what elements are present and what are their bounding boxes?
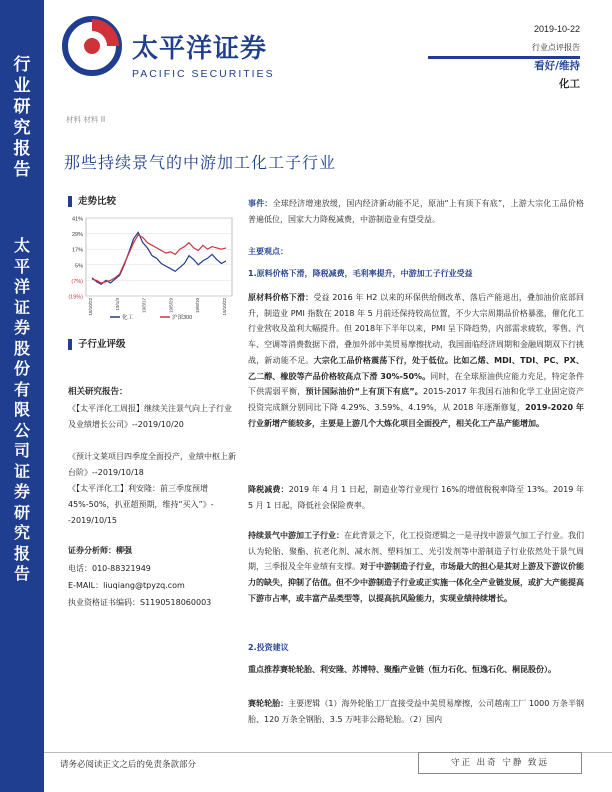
event-paragraph	[248, 196, 584, 227]
raw-label: 原材料价格下滑：	[248, 293, 314, 302]
y-tick-label: (19%)	[68, 294, 83, 301]
tax-label: 降税减费：	[248, 485, 289, 494]
point-1-heading: 1.原料价格下滑，降税减费，毛利率提升，中游加工子行业受益	[248, 269, 473, 278]
sailun-label: 赛轮轮胎：	[248, 699, 289, 708]
related-item-3[interactable]: 《【太平洋化工】利安隆：前三季度预增 45%-50%，扒亚超预期，维持“买入”》--2019/10/15	[68, 484, 214, 525]
x-tick-label: 18/10/22	[88, 298, 93, 316]
x-tick-label: 19/5/29	[168, 298, 174, 314]
raw-bold-2: 预计国际油价“上有顶下有底”。	[305, 387, 424, 397]
raw-bold-3: 2019-2020 年行业新增产能较多，主要是上游几个大炼化项目全面投产，相关化工产品产能增加。	[248, 402, 584, 428]
trend-chart	[60, 210, 238, 322]
raw-text-1: 受益 2016 年 H2 以来的环保供给侧改革、落后产能退出，叠加油价底部回升，制造业 PMI 指数在 2018 年 5 月前还保持较高位置，不少大宗周期品价格暴涨，催化化工行业营收及盈利大幅提升。但 2018年下半年以来，PMI 呈下降趋势，内部需求疲软，零售、汽车、空调等消费数据下滑，叠加外部中美贸易摩擦扰动，我国面临经济周期和金融周期双下行挑战，新动能不足。	[248, 293, 585, 365]
raw-text-3: 2015-2017 年我国石油和化学工业固定资产投资完成额分别同比下降 4.29%、3.59%、4.19%，从 2018 年逐渐修复，	[248, 387, 585, 412]
y-tick-label: 41%	[71, 216, 83, 223]
analyst-email[interactable]: E-MAIL：liuqiang@tpyzq.com	[68, 581, 185, 590]
heading-bar	[68, 339, 72, 350]
logo-en-text: PACIFIC SECURITIES	[132, 68, 275, 80]
trend-heading-text: 走势比较	[78, 196, 117, 207]
x-tick-label: 19/3/17	[141, 298, 147, 314]
y-tick-label: 29%	[71, 232, 83, 239]
related-item-1[interactable]: 《【太平洋化工周报】继续关注景气向上子行业及业绩增长公司》--2019/10/20	[68, 404, 232, 429]
y-tick-label: (7%)	[71, 278, 83, 285]
y-tick-label: 17%	[71, 247, 83, 254]
rating-heading	[68, 336, 126, 350]
related-heading: 相关研究报告：	[68, 387, 128, 397]
event-text: 全球经济增速放缓，国内经济新动能不足，原油“上有顶下有底”，上游大宗化工品价格普遍低位，国家大力降税减费，中游制造业有望受益。	[248, 199, 585, 224]
rating-heading-text: 子行业评级	[78, 339, 126, 350]
left-sidebar	[0, 0, 44, 792]
footer-disclaimer: 请务必阅读正文之后的免责条款部分	[60, 760, 197, 770]
legend-label: 化工	[122, 315, 134, 321]
mid-label: 持续景气中游加工子行业：	[248, 531, 344, 540]
analyst-name: 证券分析师：柳强	[68, 546, 132, 555]
sidebar-company: 太平洋证券股份有限公司证券研究报告	[14, 236, 31, 583]
logo-cn-text: 太平洋证券	[132, 34, 268, 64]
x-tick-label: 19/1/3	[114, 298, 120, 311]
heading-bar	[68, 196, 72, 207]
sidebar-report-type: 行业研究报告	[13, 55, 31, 180]
plot-frame	[86, 218, 232, 296]
breadcrumb: 材料 材料 II	[66, 115, 106, 124]
tax-paragraph	[248, 482, 584, 513]
main-points-label: 主要观点：	[248, 247, 288, 256]
raw-material-paragraph	[248, 290, 584, 431]
raw-bold-1: 大宗化工品价格震荡下行，处于低位。比如乙烯、MDI、TDI、PC、PX、乙二醇、橡胶等产品价格较高点下滑 30%-50%。	[248, 355, 584, 381]
industry: 化工	[559, 78, 580, 90]
related-item-2[interactable]: 《预计文莱项目四季度全面投产，业绩中枢上新台阶》--2019/10/18	[68, 452, 236, 477]
sailun-text: 主要逻辑（1）海外轮胎工厂直接受益中美贸易摩擦，公司越南工厂 1000 万条半钢胎、120 万条全钢胎、3.5 万吨非公路轮胎。（2）国内	[248, 699, 584, 724]
midstream-paragraph	[248, 528, 584, 607]
mid-text: 在此背景之下，化工投资逻辑之一是寻找中游景气加工子行业。我们认为轮胎、聚酯、抗老化剂、减水剂、塑料加工、光引发剂等中游制造子行业依然处于景气周期，三季报及全年业绩有支撑。	[248, 531, 584, 572]
tax-text: 2019 年 4 月 1 日起，制造业等行业现行 16%的增值税税率降至 13%。2019 年 5 月 1 日起，降低社会保险费率。	[248, 485, 584, 510]
mid-bold: 对于中游制造子行业，市场最大的担心是其对上游及下游议价能力的缺失，抑制了估值。但不少中游制造子行业或正实施一体化全产业链发展，或扩大产能提高下游市占率，或丰富产品类型等，以提高抗风险能力，实现业绩持续增长。	[248, 562, 584, 603]
trend-heading	[68, 193, 116, 207]
analyst-cert: 执业资格证书编码：S1190518060003	[68, 598, 212, 607]
page-title: 那些持续景气的中游加工化工子行业	[64, 153, 337, 172]
report-date: 2019-10-22	[533, 24, 580, 34]
recommendation: 重点推荐赛轮轮胎、利安隆、苏博特、聚酯产业链（恒力石化、恒逸石化、桐昆股份）。	[248, 665, 556, 674]
x-tick-label: 19/10/22	[222, 298, 227, 316]
analyst-phone: 电话：010-88321949	[68, 564, 151, 573]
legend-label: 沪深300	[172, 315, 193, 321]
report-type: 行业点评报告	[532, 43, 580, 52]
footer-motto: 守正 出奇 宁静 致远	[418, 752, 582, 774]
logo-icon	[62, 16, 122, 76]
rating: 看好/维持	[534, 60, 580, 72]
point-2-heading: 2.投资建议	[248, 643, 289, 652]
y-tick-label: 5%	[75, 263, 83, 270]
series-line-chem	[92, 232, 226, 284]
event-label: 事件：	[248, 199, 273, 208]
x-tick-label: 19/8/10	[195, 298, 201, 314]
raw-text-2: 同时，在全球原油供应能力充足，特定条件下供需弱平衡，	[248, 371, 584, 397]
sailun-paragraph	[248, 696, 584, 727]
